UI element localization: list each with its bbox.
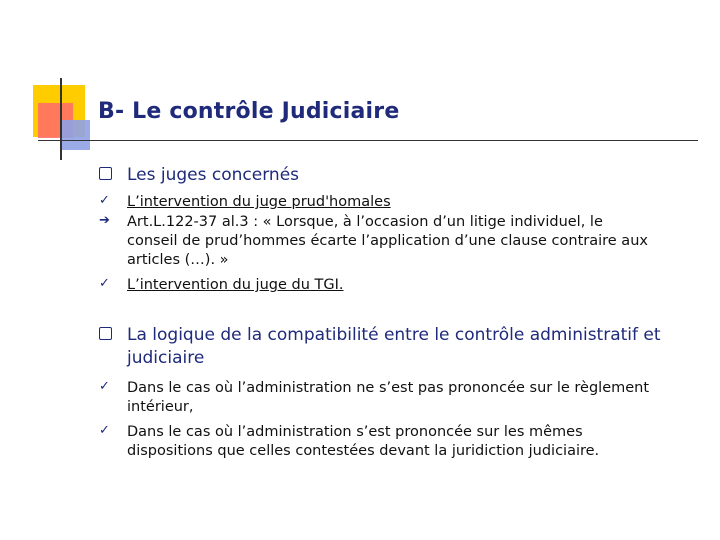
- text-line: Dans le cas où l’administration ne s’est pas prononcée sur le règlement: [127, 380, 650, 396]
- check-icon: ✓: [99, 423, 110, 438]
- text-line: conseil de prud’hommes écarte l’application d’une clause contraire aux: [127, 233, 648, 249]
- text-line: Art.L.122-37 al.3 : « Lorsque, à l’occasion d’un litige individuel, le: [127, 214, 603, 230]
- slide-title: B- Le contrôle Judiciaire: [98, 99, 400, 124]
- text-line: La logique de la compatibilité entre le contrôle administratif et: [127, 325, 661, 345]
- check-icon: ✓: [99, 276, 110, 291]
- arrow-right-icon: ➔: [99, 213, 110, 228]
- list-item-text: [127, 213, 707, 270]
- text-line: judiciaire: [127, 348, 205, 368]
- square-bullet-icon: [99, 167, 112, 180]
- list-item-text: [127, 379, 707, 417]
- section-heading-text: Les juges concernés: [127, 165, 300, 185]
- text-line: intérieur,: [127, 399, 194, 415]
- text-line: dispositions que celles contestées devant la juridiction judiciaire.: [127, 443, 600, 459]
- check-icon: ✓: [99, 193, 110, 208]
- text-line: Dans le cas où l’administration s’est prononcée sur les mêmes: [127, 424, 583, 440]
- check-icon: ✓: [99, 379, 110, 394]
- text-line: articles (…). »: [127, 252, 229, 268]
- title-underline: [38, 140, 698, 141]
- decor-vertical-line: [60, 78, 62, 160]
- square-bullet-icon: [99, 327, 112, 340]
- list-item-text: L’intervention du juge prud'homales: [127, 194, 391, 210]
- list-item-text: [127, 423, 707, 461]
- list-item-text: L’intervention du juge du TGI.: [127, 277, 344, 293]
- decor-blue-square: [60, 120, 90, 150]
- section-heading-text: [127, 324, 661, 370]
